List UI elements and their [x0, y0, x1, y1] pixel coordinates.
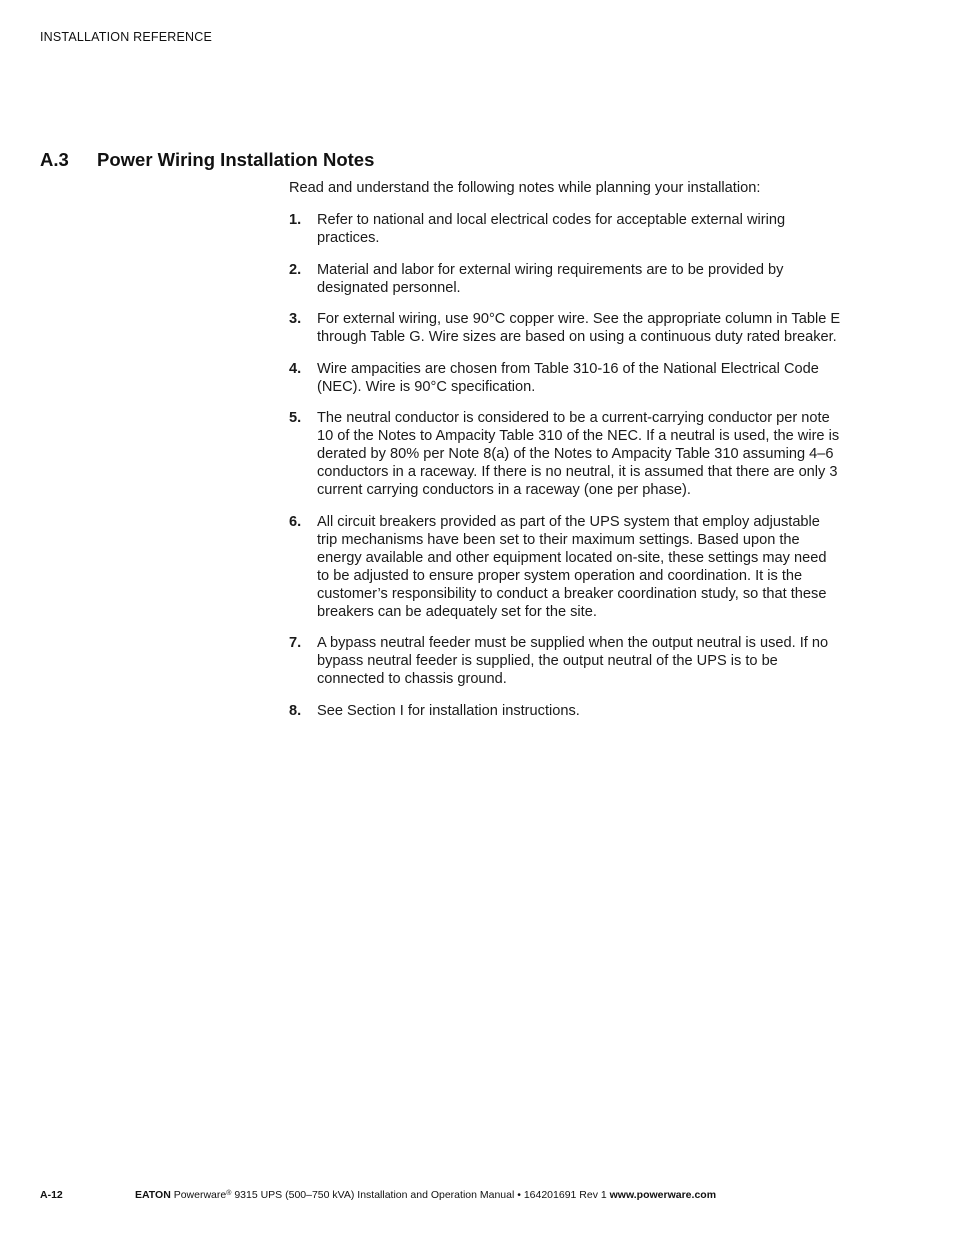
note-number: 7. [289, 635, 302, 651]
note-item [289, 360, 841, 396]
note-text: All circuit breakers provided as part of the UPS system that employ adjustable trip mechanisms have been set to their maximum settings. Based upon the energy available and other equipment located on-site, these settings may need to be adjusted to ensure proper system operation and coordination. It is the customer’s responsibility to conduct a breaker coordination study, so that these breakers can be adequately set for the site. [317, 513, 827, 620]
running-header: INSTALLATION REFERENCE [40, 30, 213, 44]
note-item [289, 409, 841, 499]
note-text: See Section I for installation instructions. [317, 702, 580, 719]
note-number: 4. [289, 360, 302, 377]
intro-paragraph: Read and understand the following notes while planning your installation: [289, 180, 761, 196]
section-number: A.3 [40, 149, 69, 170]
note-item [289, 310, 841, 346]
section-body [289, 179, 841, 733]
page-number: A-12 [40, 1189, 63, 1201]
note-number: 1. [289, 212, 302, 228]
footer-text [135, 1189, 716, 1201]
footer-manual-title: 9315 UPS (500–750 kVA) Installation and Operation Manual • 164201691 Rev 1 [231, 1189, 610, 1201]
note-item [289, 261, 841, 297]
footer-website: www.powerware.com [609, 1189, 717, 1201]
registered-mark: ® [226, 1190, 232, 1197]
note-text: Material and labor for external wiring requirements are to be provided by designated personnel. [317, 261, 784, 296]
note-item [289, 513, 841, 621]
note-number: 8. [289, 702, 302, 719]
footer-brand: EATON [135, 1189, 171, 1201]
footer-product: Powerware [173, 1189, 227, 1201]
note-item [289, 211, 841, 247]
note-number: 5. [289, 410, 302, 426]
note-item [289, 702, 841, 720]
note-number: 3. [289, 311, 302, 327]
note-text: A bypass neutral feeder must be supplied when the output neutral is used. If no bypass neutral feeder is supplied, the output neutral of the UPS is to be connected to chassis ground. [317, 635, 829, 687]
note-text: For external wiring, use 90°C copper wire. See the appropriate column in Table E through Table G. Wire sizes are based on using a continuous duty rated breaker. [317, 311, 841, 345]
note-text: Refer to national and local electrical codes for acceptable external wiring practices. [317, 212, 786, 246]
note-number: 2. [289, 261, 302, 278]
note-number: 6. [289, 513, 302, 530]
note-text: The neutral conductor is considered to be a current-carrying conductor per note 10 of the Notes to Ampacity Table 310 of the NEC. If a neutral is used, the wire is derated by 80% per Note 8(a) of the Notes to Ampacity Table 310 assuming 4–6 conductors in a raceway. If there is no neutral, it is assumed that there are only 3 current carrying conductors in a raceway (one per phase). [317, 410, 840, 498]
section-heading [40, 149, 374, 171]
note-item [289, 634, 841, 688]
note-text: Wire ampacities are chosen from Table 310-16 of the National Electrical Code (NEC). Wire is 90°C specification. [317, 360, 819, 395]
notes-list [289, 211, 841, 720]
section-title: Power Wiring Installation Notes [97, 149, 375, 170]
